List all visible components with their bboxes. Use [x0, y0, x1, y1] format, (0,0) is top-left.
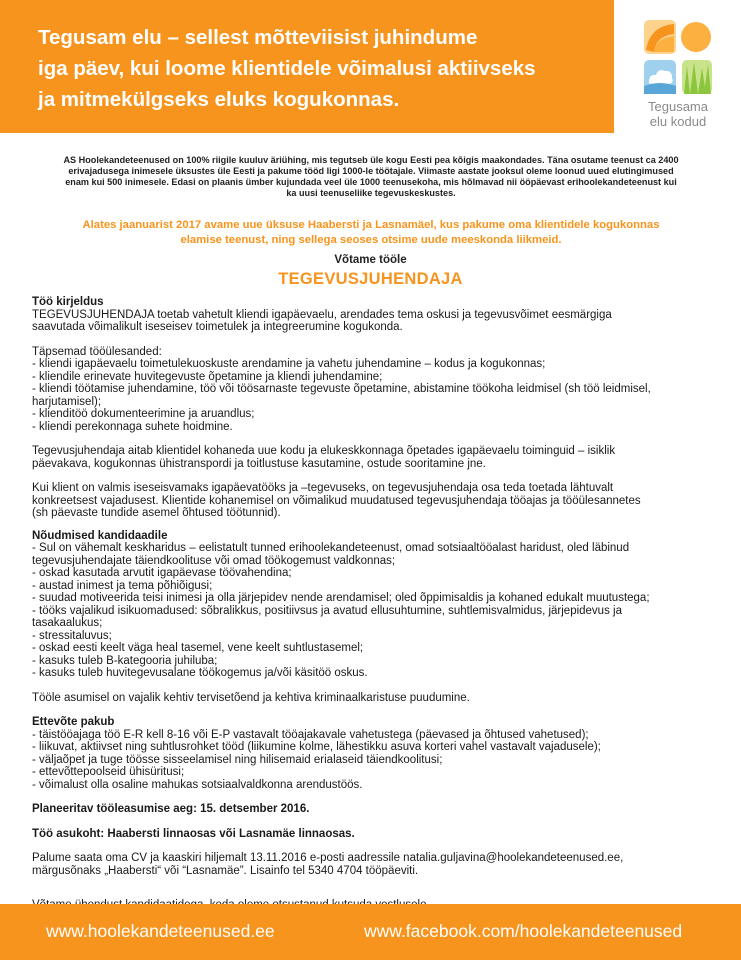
list-item: tegevusjuhendajate täiendkoolituse või omad töökogemust valdkonnas;: [32, 554, 396, 567]
logo-icon: [644, 20, 714, 96]
section-heading: Ettevõte pakub: [32, 716, 115, 728]
text-line: märgusõnaks „Haabersti“ või “Lasnamäe”. Lisainfo tel 5340 4704 tööpäeviti.: [32, 864, 419, 877]
text-line: Tööle asumisel on vajalik kehtiv tervisetõend ja kehtiva kriminaalkaristuse puudumine.: [32, 691, 470, 704]
header-banner: [0, 0, 614, 133]
intro-paragraph: [36, 155, 706, 199]
announcement-line: elamise teenust, ning sellega seoses otsime uude meeskonda liikmeid.: [180, 234, 562, 246]
intro-line: AS Hoolekandeteenused on 100% riigile kuuluv äriühing, mis tegutseb üle kogu Eesti pea kõigis maakondades. Täna osutame teenust ca 2400: [63, 155, 679, 165]
footer: [0, 904, 741, 960]
start-date: Planeeritav tööleasumise aeg: 15. detsember 2016.: [32, 803, 310, 815]
text-line: Kui klient on valmis iseseisvamaks igapäevatööks ja –tegevuseks, on tegevusjuhendaja osa teda toetada lähtuvalt: [32, 482, 614, 494]
header-title-line: ja mitmekülgseks eluks kogukonnas.: [38, 88, 400, 111]
intro-line: erivajadusega inimesele üksustes üle Eesti ja pakume tööd ligi 1000-le töötajale. Viimaste aastate jooksul oleme loonud uued elutingimused: [68, 166, 674, 176]
list-item: - kliendi töötamise juhendamine, töö või töösarnaste tegevuste õpetamine, abistamine töökoha leidmisel (sh töö leidmisel,: [32, 383, 651, 395]
list-item: - suudad motiveerida teisi inimesi ja olla järjepidev nende arendamisel; oled õppimisaldis ja kohaned edukalt muutustega;: [32, 592, 650, 604]
work-location: Töö asukoht: Haabersti linnaosas või Lasnamäe linnaosas.: [32, 827, 355, 840]
text-line: konkreetsest vajadusest. Klientide kohanemisel on võimalikud muudatused tegevusjuhendaja tööajas ja tööülesannetes: [32, 494, 641, 507]
list-item: - kliendi igapäevaelu toimetulekuoskuste arendamine ja vahetu juhendamine – kodus ja kogukonnas;: [32, 358, 546, 370]
list-item: - kasuks tuleb huvitegevusalane töökogemus ja/või käsitöö oskus.: [32, 667, 368, 679]
list-item: - kasuks tuleb B-kategooria juhiluba;: [32, 654, 218, 667]
section-heading: Täpsemad tööülesanded:: [32, 345, 162, 358]
intro-line: ka uusi teenuseliike tegevuskeskustes.: [286, 188, 456, 198]
list-item: - liikuvat, aktiivset ning suhtlusrohket tööd (liikumine kolme, lähestikku asuva korteri vahel vastavalt vajadusele);: [32, 741, 601, 753]
job-title: TEGEVUSJUHENDAJA: [278, 270, 463, 288]
hiring-label: Võtame tööle: [334, 254, 407, 266]
list-item: - stressitaluvus;: [32, 629, 112, 642]
text-line: (sh päevaste tundide asemel õhtused töötunnid).: [32, 507, 281, 519]
list-item: - võimalust olla osaline mahukas sotsiaalvaldkonna arendustöös.: [32, 778, 363, 791]
header-title: [38, 22, 608, 115]
list-item: - ettevõttepoolseid ühisüritusi;: [32, 766, 185, 778]
text-line: Tegevusjuhendaja aitab klientidel kohaneda uue kodu ja elukeskkonnaga õpetades igapäevaelu toiminguid – isiklik: [32, 445, 616, 457]
logo: [628, 18, 728, 133]
intro-line: enam kui 500 inimesele. Edasi on plaanis ümber kujundada veel üle 1000 teenusekoha, mis hõlmavad nii ööpäevast erihoolekandeteenust kui: [65, 177, 677, 187]
announcement-line: Alates jaanuarist 2017 avame uue üksuse Haabersti ja Lasnamäel, kus pakume oma klientidele kogukonnas: [82, 219, 660, 231]
text-line: saavutada võimalikult iseseisev toimetulek ja integreerumine kogukonda.: [32, 321, 403, 333]
logo-text-line: elu kodud: [649, 114, 707, 129]
list-item: tasakaalukus;: [32, 617, 103, 629]
list-item: - austad inimest ja tema põhiõigusi;: [32, 579, 213, 592]
logo-text: [628, 99, 728, 129]
text-line: päevakava, kogukonnas ühistranspordi ja toitlustuse kasutamine, ostude sooritamine jne.: [32, 457, 486, 470]
list-item: - kliendi perekonnaga suhete hoidmine.: [32, 420, 233, 433]
announcement-paragraph: [36, 218, 706, 248]
list-item: - klienditöö dokumenteerimine ja aruandlus;: [32, 408, 255, 420]
text-line: Palume saata oma CV ja kaaskiri hiljemalt 13.11.2016 e-posti aadressile natalia.guljavina@hoolekandeteenused.ee,: [32, 852, 624, 864]
website-link[interactable]: www.hoolekandeteenused.ee: [46, 921, 275, 941]
list-item: - täistööajaga töö E-R kell 8-16 või E-P vastavalt tööajakavale vahetustega (päevased ja õhtused vahetused);: [32, 728, 589, 741]
list-item: - kliendile erinevate huvitegevuste õpetamine ja kliendi juhendamine;: [32, 370, 383, 383]
logo-text-line: Tegusama: [648, 99, 708, 114]
header-title-line: iga päev, kui loome klientidele võimalusi aktiivseks: [38, 57, 536, 80]
list-item: - oskad eesti keelt väga heal tasemel, vene keelt suhtlustasemel;: [32, 642, 364, 654]
list-item: - Sul on vähemalt keskharidus – eelistatult tunned erihoolekandeteenust, omad sotsiaaltööalast haridust, oled läbinud: [32, 542, 630, 554]
text-line: TEGEVUSJUHENDAJA toetab vahetult kliendi igapäevaelu, arendades tema oskusi ja tegevusvõimet eesmärgiga: [32, 308, 612, 321]
header: [0, 0, 741, 133]
list-item: harjutamisel);: [32, 395, 102, 408]
list-item: - oskad kasutada arvutit igapäevase töövahendina;: [32, 567, 292, 579]
job-description: [32, 296, 712, 912]
header-title-line: Tegusam elu – sellest mõtteviisist juhindume: [38, 26, 478, 49]
section-heading: Nõudmised kandidaadile: [32, 529, 168, 542]
list-item: - väljaõpet ja tuge töösse sisseelamisel ning hilisemaid erialaseid täiendkoolitusi;: [32, 753, 443, 766]
section-heading: Töö kirjeldus: [32, 296, 104, 308]
facebook-link[interactable]: www.facebook.com/hoolekandeteenused: [364, 921, 683, 941]
list-item: - tööks vajalikud isikuomadused: sõbralikkus, positiivsus ja avatud ellusuhtumine, suhtlemisvalmidus, järjepidevus ja: [32, 604, 622, 617]
